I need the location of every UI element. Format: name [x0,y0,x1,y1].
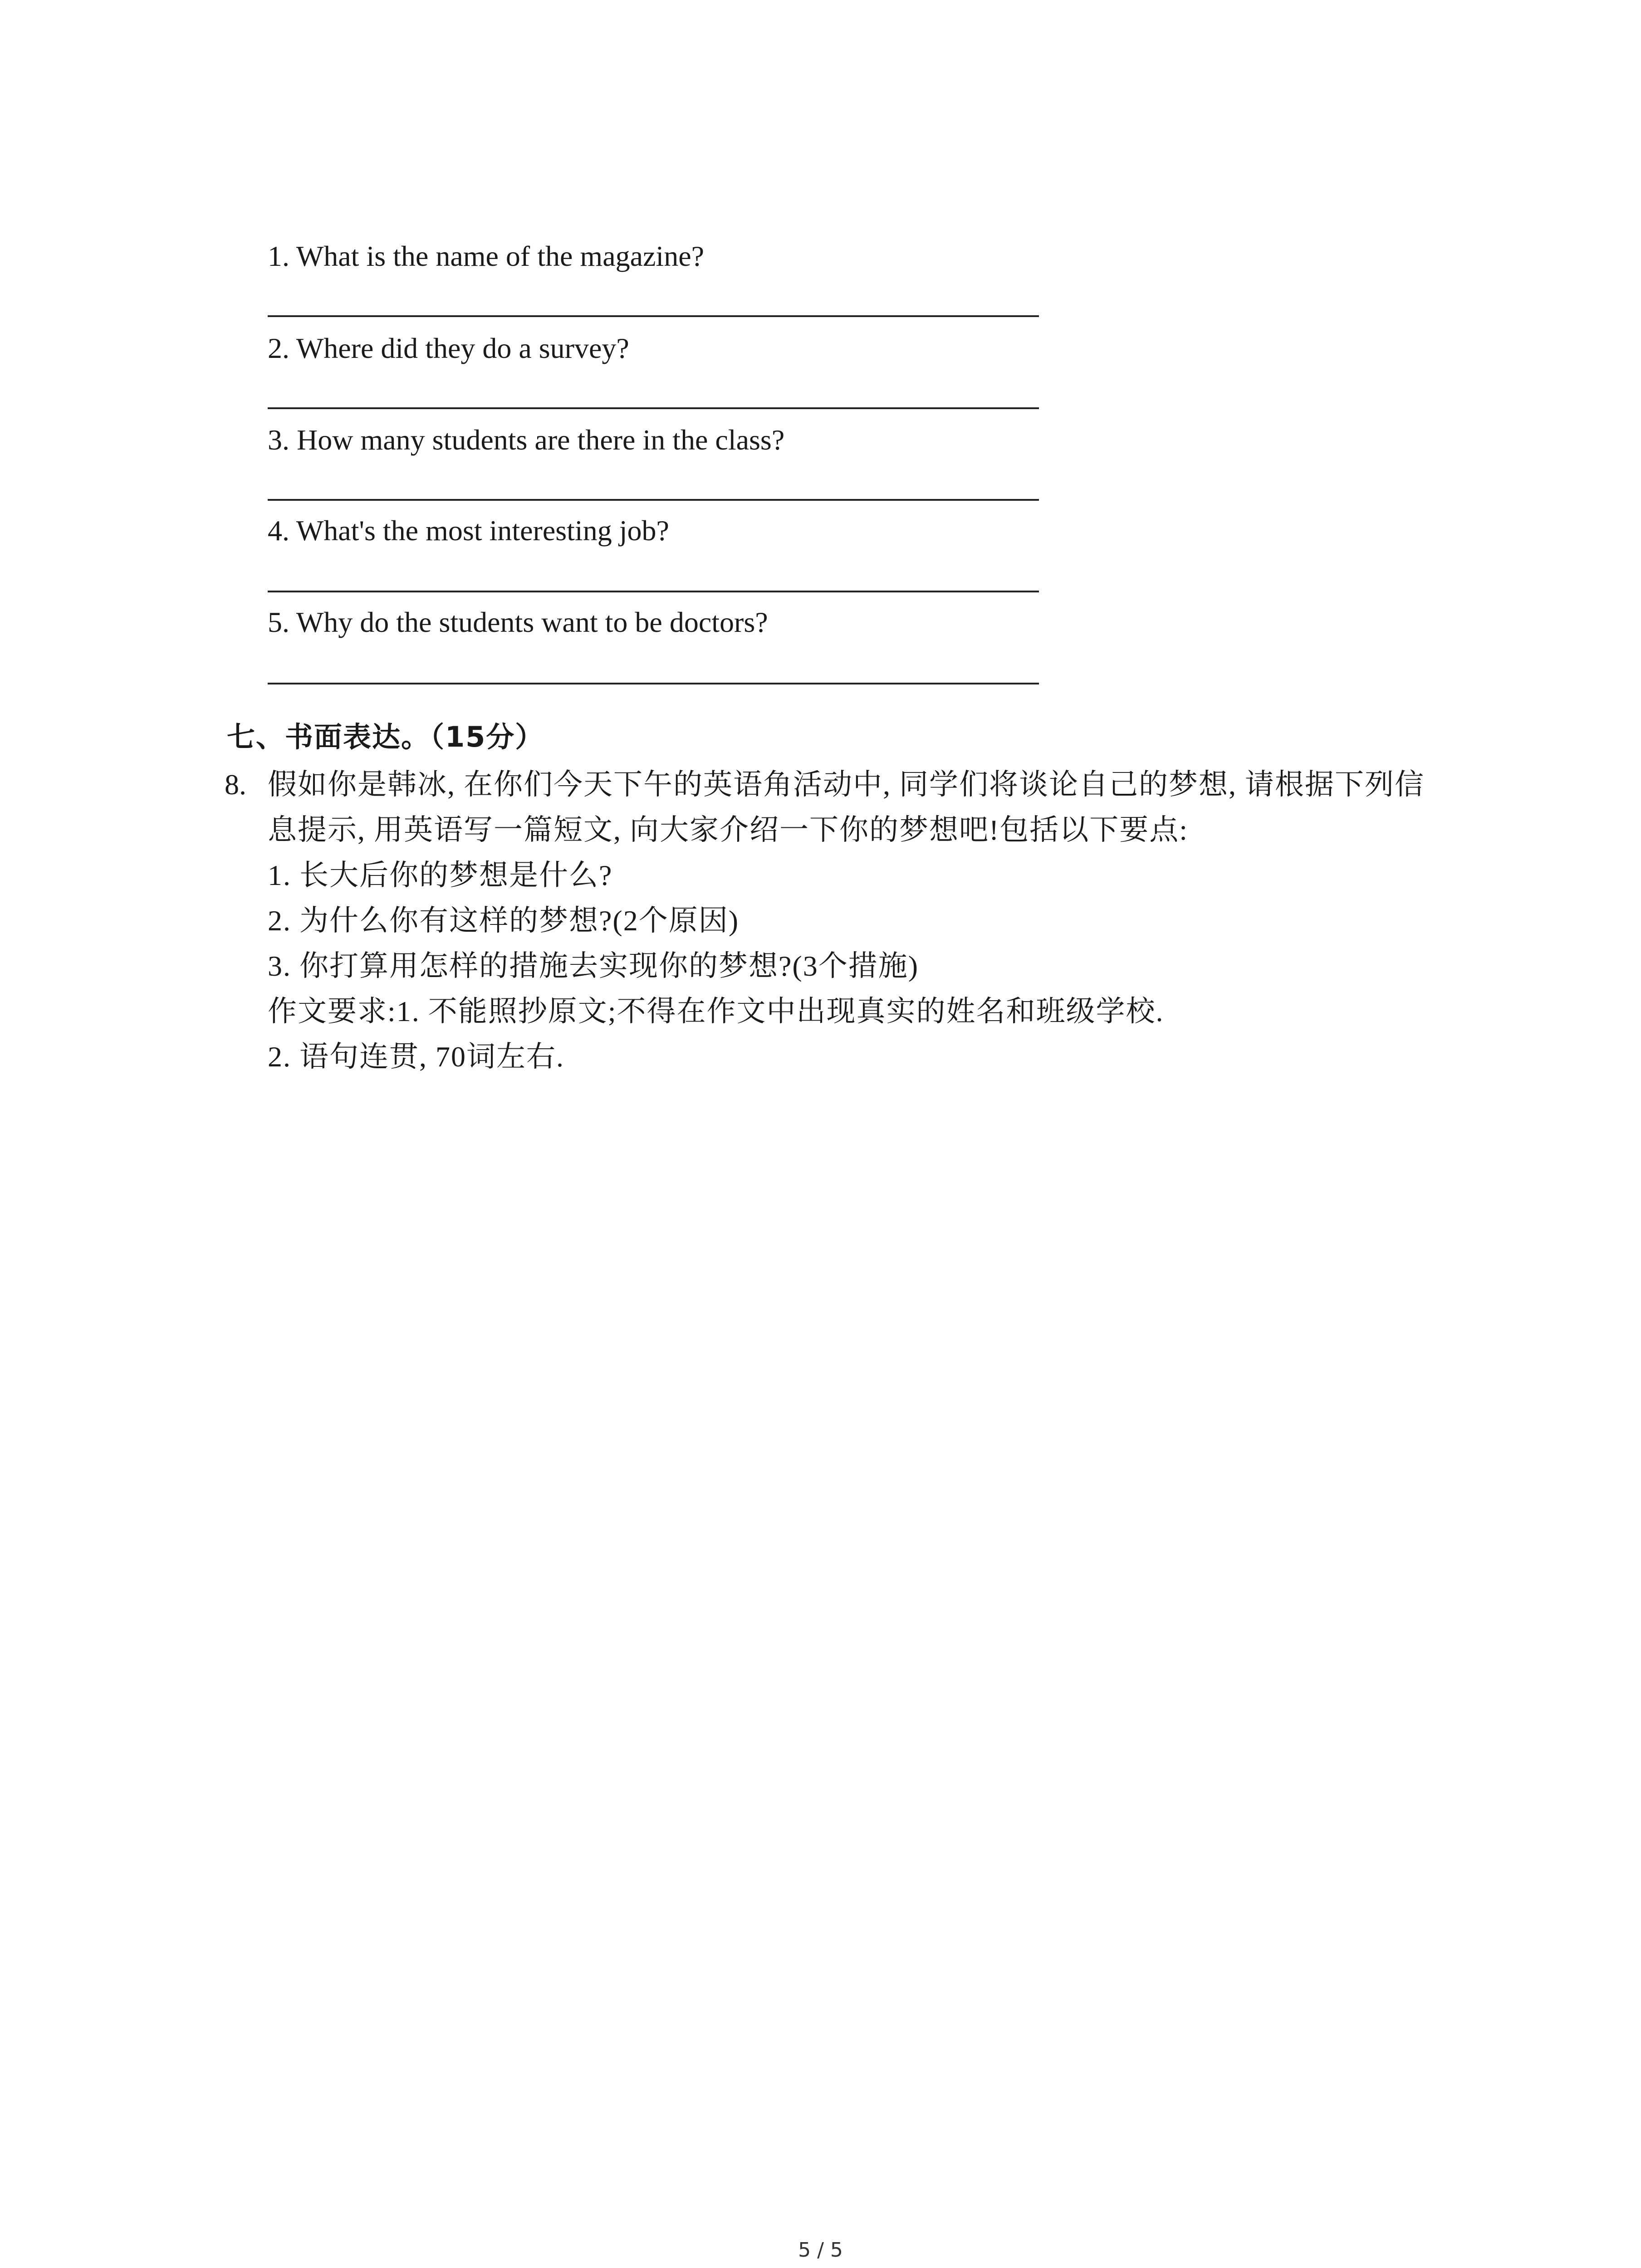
question-2 [268,330,1039,367]
task-requirement-2: 2. 语句连贯, 70词左右. [268,1041,564,1073]
question-1 [268,238,1039,274]
section-title: 七、书面表达。（15分） [227,720,544,753]
task-line-2: 息提示, 用英语写一篇短文, 向大家介绍一下你的梦想吧!包括以下要点: [268,814,1189,846]
task-line-1: 假如你是韩冰, 在你们今天下午的英语角活动中, 同学们将谈论自己的梦想, 请根据下列信 [268,768,1425,801]
answer-blank[interactable] [268,683,1039,684]
question-text: 4. What's the most interesting job? [268,514,669,547]
task-point-3: 3. 你打算用怎样的措施去实现你的梦想?(3个措施) [268,950,919,982]
question-text: 1. What is the name of the magazine? [268,240,704,272]
task-requirement-1: 作文要求:1. 不能照抄原文;不得在作文中出现真实的姓名和班级学校. [268,995,1164,1027]
task-point-2: 2. 为什么你有这样的梦想?(2个原因) [268,904,740,937]
answer-blank[interactable] [268,591,1039,592]
answer-blank[interactable] [268,407,1039,409]
task-number: 8. [225,768,246,801]
question-text: 3. How many students are there in the class? [268,424,785,456]
question-3 [268,422,1039,458]
question-text: 5. Why do the students want to be doctors? [268,606,768,638]
answer-blank[interactable] [268,315,1039,317]
question-5 [268,604,1039,640]
task-point-1: 1. 长大后你的梦想是什么? [268,859,613,891]
page-number: 5 / 5 [798,2239,843,2262]
answer-blank[interactable] [268,499,1039,501]
question-4 [268,513,1039,549]
question-text: 2. Where did they do a survey? [268,332,629,364]
